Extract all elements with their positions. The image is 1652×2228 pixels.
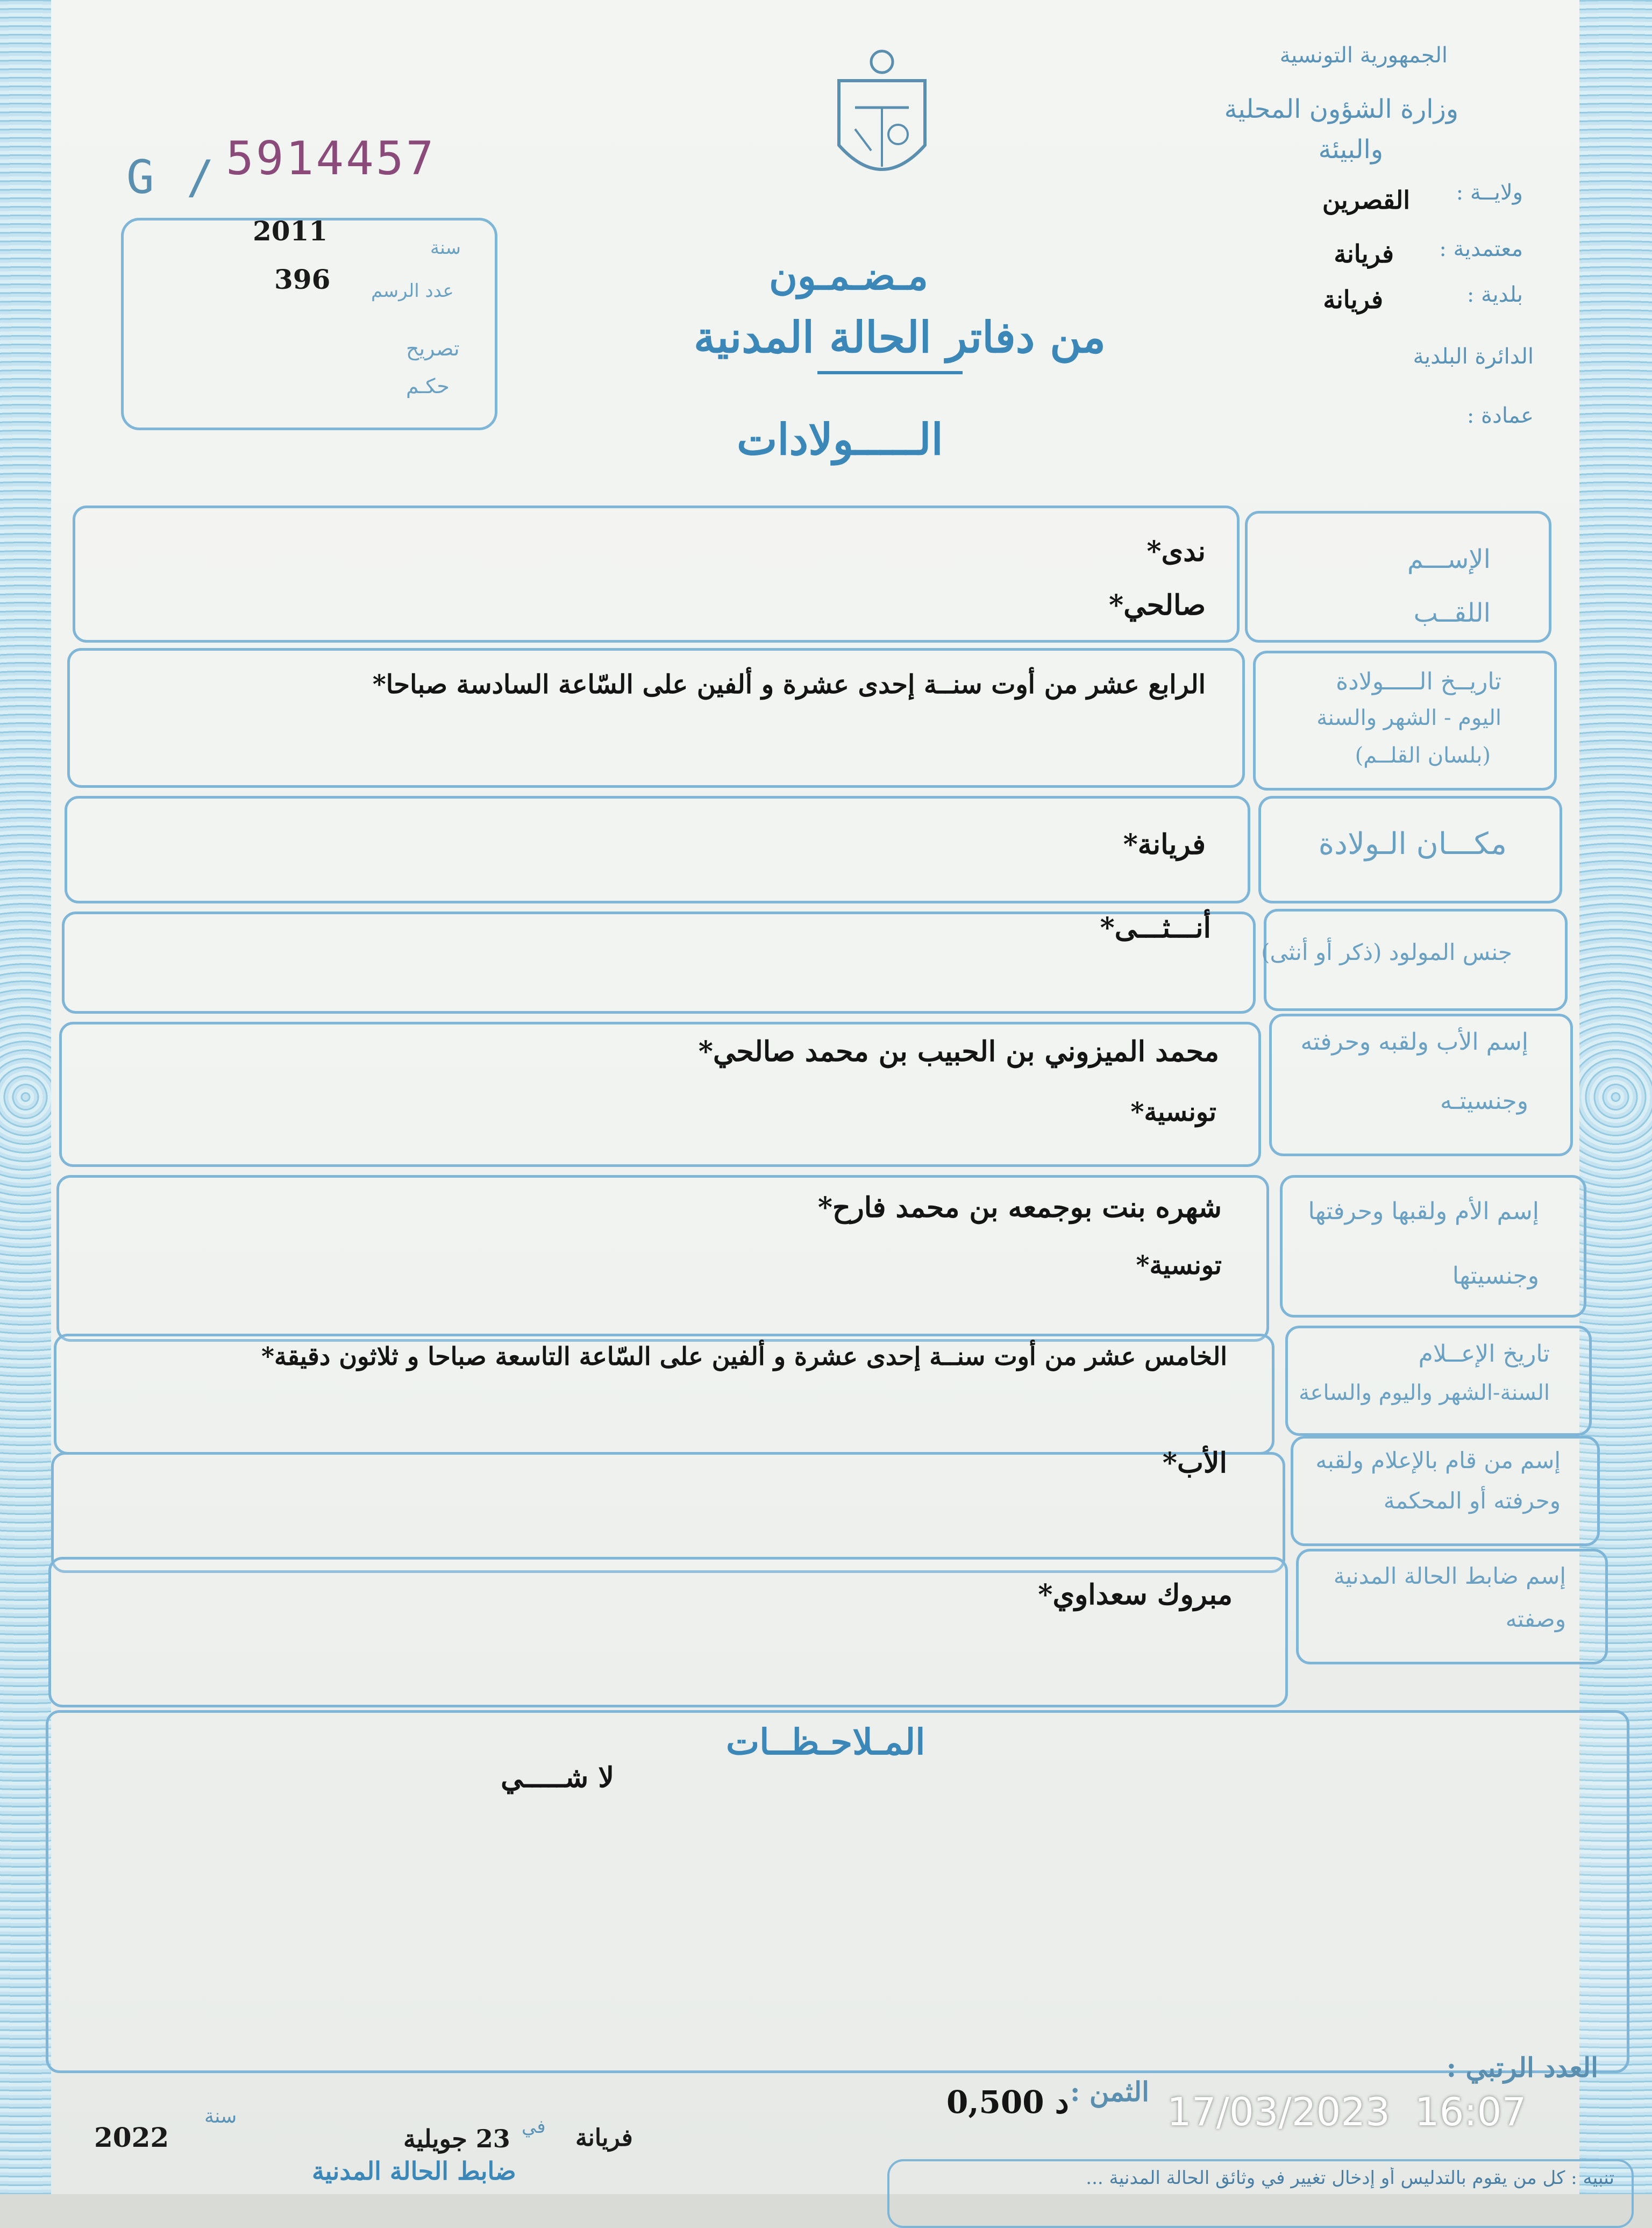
field-label-first-name: الإســـم: [1407, 544, 1491, 574]
title-underline: [817, 371, 963, 374]
field-label-declaration-date-sub: السنة-الشهر واليوم والساعة: [1299, 1380, 1550, 1405]
municipality-label: بلدية :: [1466, 282, 1523, 307]
year-label: سنة: [430, 237, 461, 259]
footer-price-label: الثمن :: [1070, 2076, 1150, 2108]
republic-name: الجمهورية التونسية: [1279, 43, 1448, 68]
title-line3: الـــــولادات: [737, 414, 943, 465]
wilaya-value: القصرين: [1322, 186, 1410, 215]
value-box-birth-date: [67, 648, 1245, 788]
serial-number: 5914457: [226, 132, 436, 186]
footer-notice: تنبيه : كل من يقوم بالتدليس أو إدخال تغيير في وثائق الحالة المدنية ...: [1086, 2167, 1614, 2189]
district-label: الدائرة البلدية: [1413, 344, 1534, 369]
field-value-birth-place: فريانة*: [1123, 828, 1206, 861]
field-label-last-name: اللقــب: [1413, 598, 1491, 628]
field-value-father-name: محمد الميزوني بن الحبيب بن محمد صالحي*: [698, 1035, 1219, 1068]
field-value-mother-nationality: تونسية*: [1136, 1250, 1222, 1280]
title-line1: مـضـمـون: [769, 253, 928, 298]
field-value-last-name: صالحي*: [1109, 589, 1206, 622]
value-box-name: [73, 506, 1240, 643]
remarks-value: لا شـــــي: [501, 1761, 614, 1794]
guilloche-border-left: [0, 0, 51, 2194]
ministry-line2: والبيئة: [1318, 134, 1383, 165]
footer-day-label: في: [522, 2116, 546, 2138]
value-box-declarant: [51, 1452, 1285, 1573]
field-value-father-nationality: تونسية*: [1130, 1097, 1216, 1127]
tunisia-coat-of-arms-icon: [823, 43, 941, 204]
serial-prefix: G /: [126, 151, 217, 204]
field-label-mother: إسم الأم ولقبها وحرفتها: [1308, 1198, 1539, 1225]
footer-place-value: فريانة: [575, 2124, 633, 2152]
record-no-label: عدد الرسم: [371, 280, 454, 302]
field-label-birth-date-sub: اليوم - الشهر والسنة: [1316, 706, 1501, 730]
delegation-value: فريانة: [1334, 239, 1394, 268]
footer-price-value: 0,500 د: [946, 2084, 1069, 2120]
field-label-birth-place: مكـــان الـولادة: [1318, 827, 1507, 862]
footer-year-value: 2022: [94, 2122, 169, 2153]
field-value-sex: أنـــثـــى*: [1100, 912, 1211, 944]
field-label-sex: جنس المولود (ذكر أو أنثى): [1261, 939, 1512, 965]
remarks-box: [46, 1710, 1629, 2073]
field-value-first-name: ندى*: [1147, 535, 1206, 568]
title-line2: من دفاتر الحالة المدنية: [694, 312, 1106, 362]
value-box-sex: [62, 912, 1256, 1014]
field-label-declaration-date: تاريخ الإعــلام: [1418, 1340, 1550, 1368]
field-value-declarant: الأب*: [1162, 1447, 1227, 1479]
field-label-declarant: إسم من قام بالإعلام ولقبه: [1315, 1447, 1561, 1474]
field-label-declarant-sub: وحرفته أو المحكمة: [1383, 1487, 1561, 1514]
record-no-value: 396: [274, 264, 331, 295]
field-label-father: إسم الأب ولقبه وحرفته: [1300, 1028, 1528, 1056]
field-label-birth-date-note: (بلسان القلــم): [1355, 743, 1491, 768]
judgment-label: حكـم: [406, 374, 450, 398]
footer-year-label: سنة: [204, 2105, 237, 2127]
field-label-birth-date: تاريــخ الـــــولادة: [1336, 668, 1501, 695]
field-value-mother-name: شهره بنت بوجمعه بن محمد فارح*: [817, 1191, 1222, 1224]
field-label-mother-nationality: وجنسيتها: [1452, 1262, 1539, 1290]
remarks-title: المـلاحـظــات: [726, 1721, 925, 1763]
declaration-label: تصريح: [406, 337, 460, 360]
municipality-value: فريانة: [1323, 285, 1383, 314]
field-value-birth-date: الرابع عشر من أوت سنــة إحدى عشرة و ألفين على السّاعة السادسة صباحا*: [372, 670, 1206, 700]
footer-officer-label: ضابط الحالة المدنية: [312, 2156, 516, 2186]
field-value-declaration-date: الخامس عشر من أوت سنــة إحدى عشرة و ألفين على السّاعة التاسعة صباحا و ثلاثون دقيقة*: [261, 1342, 1227, 1371]
footer-date-value: 23 جويلية: [403, 2124, 510, 2153]
delegation-label: معتمدية :: [1439, 237, 1523, 261]
field-label-officer-sub: وصفته: [1505, 1606, 1566, 1632]
footer-serial-label: العدد الرتبي :: [1446, 2052, 1598, 2083]
ministry-line1: وزارة الشؤون المحلية: [1224, 94, 1458, 124]
omda-label: عمادة :: [1466, 403, 1534, 428]
field-label-father-nationality: وجنسيتـه: [1440, 1087, 1528, 1115]
field-value-officer: مبروك سعداوي*: [1038, 1578, 1233, 1611]
photo-timestamp: 17/03/2023 16:07: [1167, 2089, 1527, 2134]
value-box-birth-place: [65, 796, 1250, 903]
field-label-officer: إسم ضابط الحالة المدنية: [1333, 1563, 1566, 1589]
wilaya-label: ولايــة :: [1456, 180, 1523, 205]
year-value: 2011: [253, 215, 328, 247]
